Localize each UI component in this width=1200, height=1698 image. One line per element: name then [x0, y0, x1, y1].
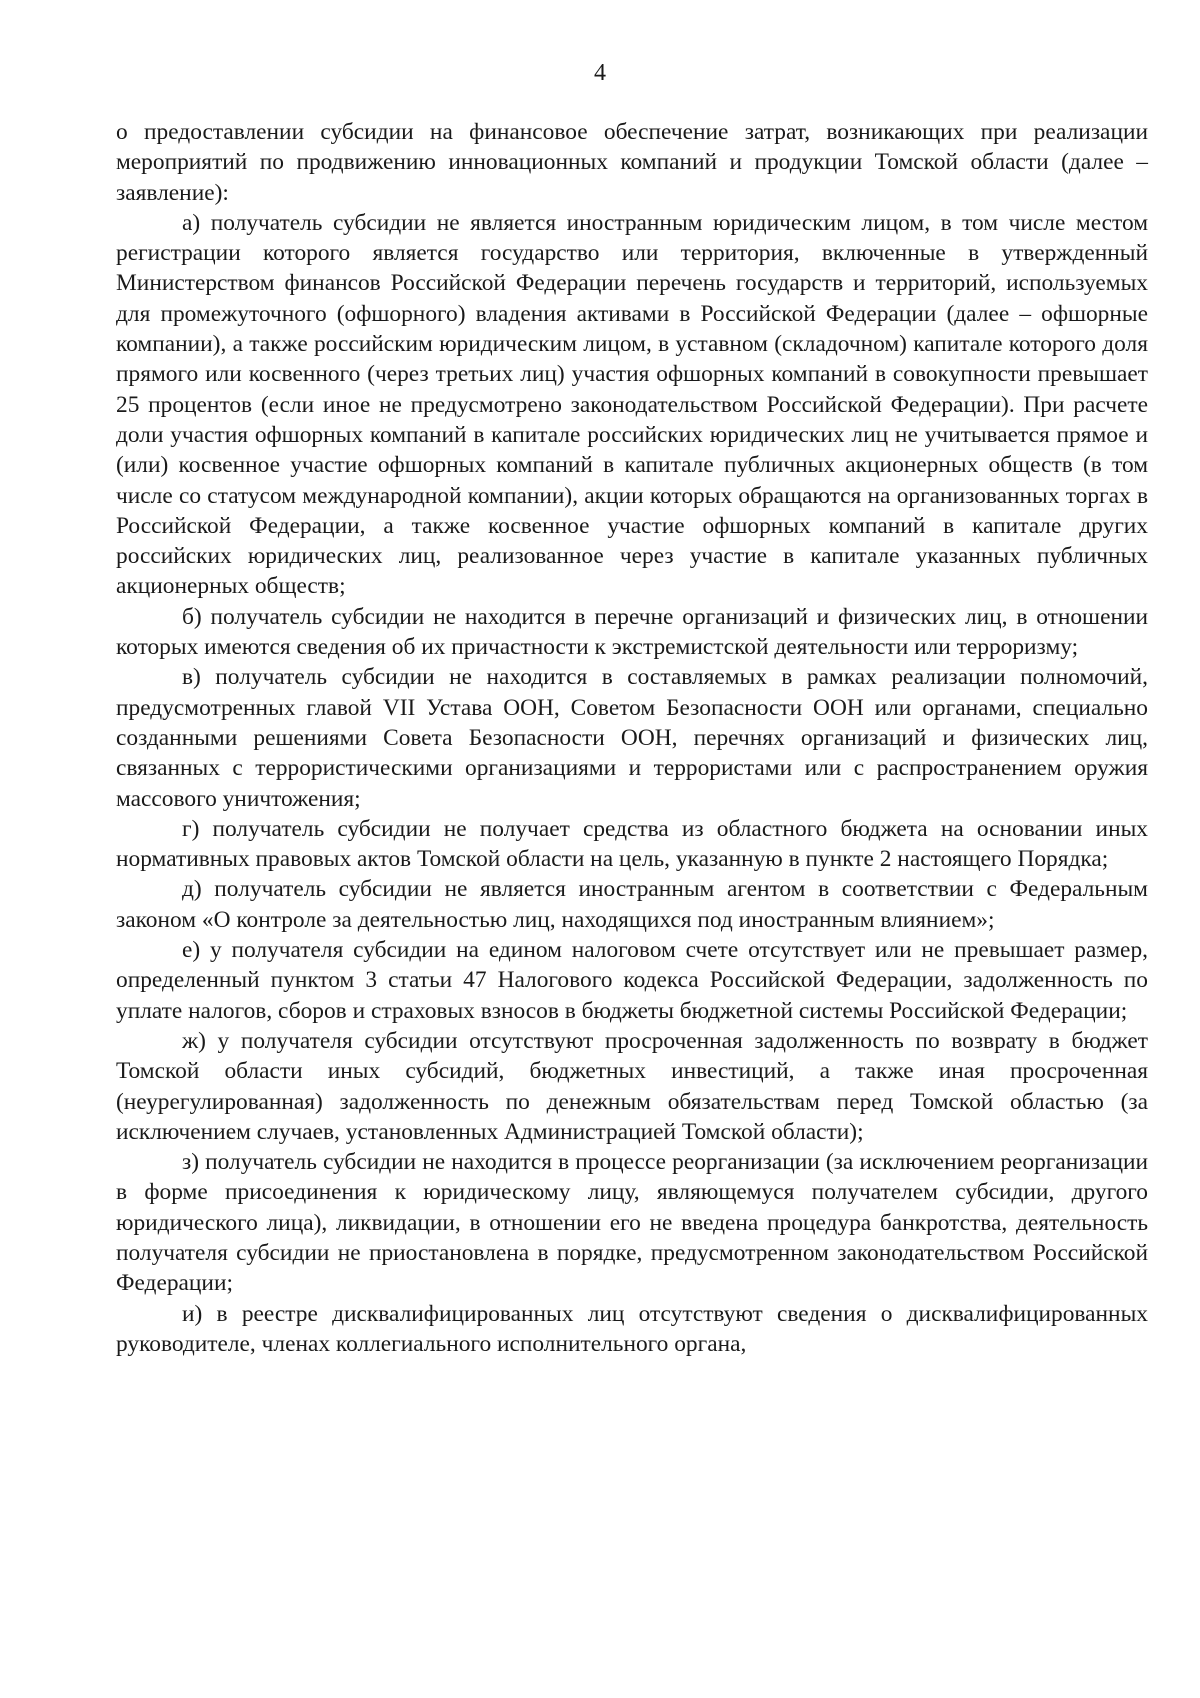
paragraph-item-zh: ж) у получателя субсидии отсутствуют просроченная задолженность по возврату в бюджет Томской области иных субсидий, бюджетных инвестиций, а также иная просроченная (неурегулированная) задолженность по денежным обязательствам перед Томской областью (за исключением случаев, установленных Администрацией Томской области); [116, 1027, 1148, 1145]
paragraph-item-i: и) в реестре дисквалифицированных лиц отсутствуют сведения о дисквалифицированных руководителе, членах коллегиального исполнительного органа, [116, 1300, 1148, 1357]
paragraph-item-a: а) получатель субсидии не является иностранным юридическим лицом, в том числе местом регистрации которого является государство или территория, включенные в утвержденный Министерством финансов Российской Федерации перечень государств и территорий, используемых для промежуточного (офшорного) владения активами в Российской Федерации (далее – офшорные компании), а также российским юридическим лицом, в уставном (складочном) капитале которого доля прямого или косвенного (через третьих лиц) участия офшорных компаний в совокупности превышает 25 процентов (если иное не предусмотрено законодательством Российской Федерации). При расчете доли участия офшорных компаний в капитале российских юридических лиц не учитывается прямое и (или) косвенное участие офшорных компаний в капитале публичных акционерных обществ (в том числе со статусом международной компании), акции которых обращаются на организованных торгах в Российской Федерации, а также косвенное участие офшорных компаний в капитале других российских юридических лиц, реализованное через участие в капитале указанных публичных акционерных обществ; [116, 209, 1148, 600]
paragraph-item-b: б) получатель субсидии не находится в перечне организаций и физических лиц, в отношении которых имеются сведения об их причастности к экстремистской деятельности или терроризму; [116, 603, 1148, 661]
paragraph-continuation: о предоставлении субсидии на финансовое обеспечение затрат, возникающих при реализации мероприятий по продвижению инновационных компаний и продукции Томской области (далее – заявление): [116, 119, 1148, 206]
paragraph-item-v: в) получатель субсидии не находится в составляемых в рамках реализации полномочий, предусмотренных главой VII Устава ООН, Советом Безопасности ООН или органами, специально созданными решениями Совета Безопасности ООН, перечнях организаций и физических лиц, связанных с террористическими организациями и террористами или с распространением оружия массового уничтожения; [116, 664, 1148, 812]
paragraph-item-e: е) у получателя субсидии на едином налоговом счете отсутствует или не превышает размер, определенный пунктом 3 статьи 47 Налогового кодекса Российской Федерации, задолженность по уплате налогов, сборов и страховых взносов в бюджеты бюджетной системы Российской Федерации; [116, 937, 1148, 1024]
paragraph-item-g: г) получатель субсидии не получает средства из областного бюджета на основании иных нормативных правовых актов Томской области на цель, указанную в пункте 2 настоящего Порядка; [116, 815, 1148, 873]
paragraph-item-z: з) получатель субсидии не находится в процессе реорганизации (за исключением реорганизации в форме присоединения к юридическому лицу, являющемуся получателем субсидии, другого юридического лица), ликвидации, в отношении его не введена процедура банкротства, деятельность получателя субсидии не приостановлена в порядке, предусмотренном законодательством Российской Федерации; [116, 1149, 1148, 1297]
paragraph-item-d: д) получатель субсидии не является иностранным агентом в соответствии с Федеральным законом «О контроле за деятельностью лиц, находящихся под иностранным влиянием»; [116, 876, 1148, 933]
page-number: 4 [594, 60, 606, 86]
document-body [116, 117, 1148, 1359]
